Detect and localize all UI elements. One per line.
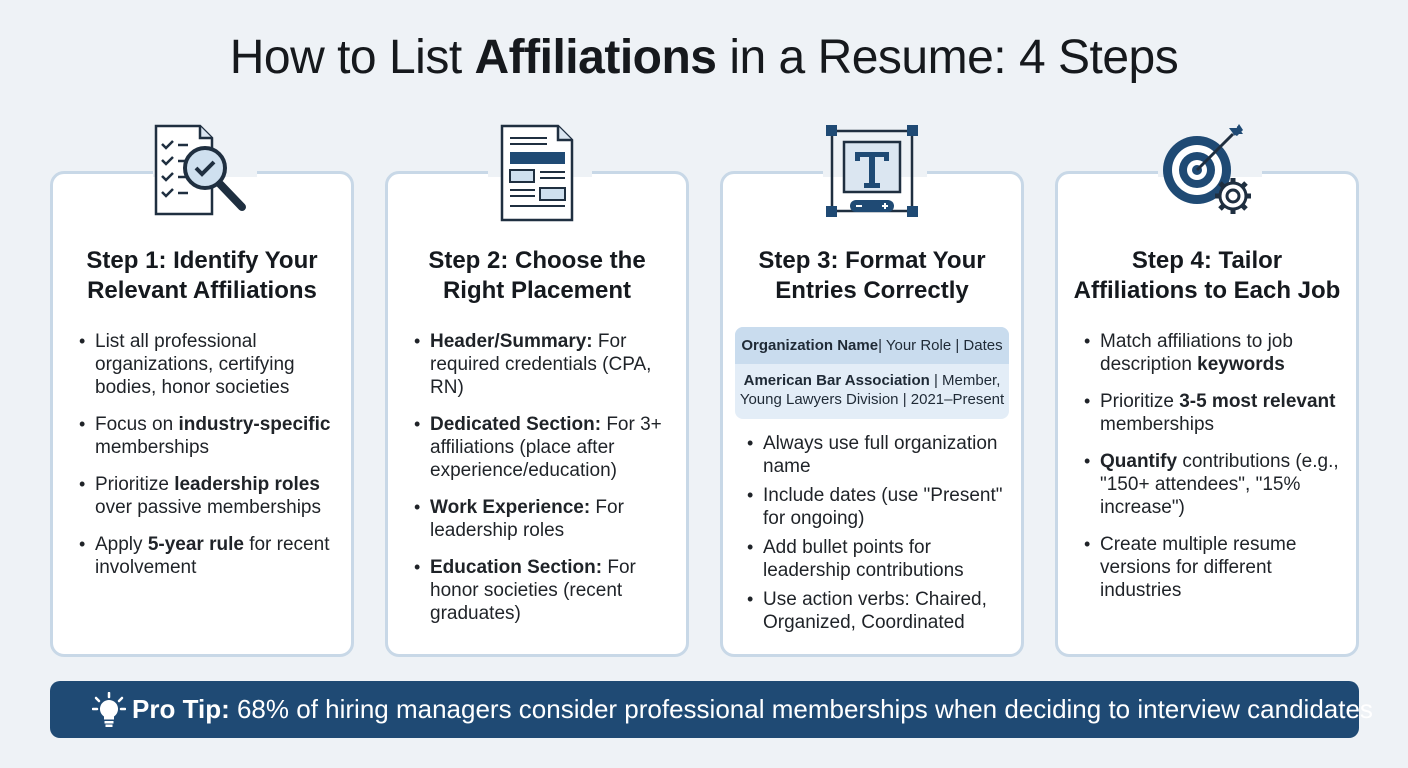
list-item: • Always use full organization name [747,432,1007,478]
step-card-4 [1055,171,1359,657]
step-title: Step 4: Tailor Affiliations to Each Job [1073,247,1341,304]
step-card-1 [50,171,354,657]
step-card-2 [385,171,689,657]
checklist-magnifier-icon [150,122,254,222]
lightbulb-icon [92,692,126,735]
list-item: • Create multiple resume versions for different industries [1084,533,1342,602]
list-item: • Dedicated Section: For 3+ affiliations (place after experience/education) [414,413,672,482]
list-item: • Work Experience: For leadership roles [414,496,672,542]
list-item: • List all professional organizations, certifying bodies, honor societies [79,330,337,399]
format-example-box [735,327,1009,419]
step-title: Step 1: Identify Your Relevant Affiliations [86,247,318,304]
list-item: • Prioritize 3-5 most relevant memberships [1084,390,1342,436]
page-title: How to List Affiliations in a Resume: 4 Steps [229,31,1179,84]
list-item: • Prioritize leadership roles over passive memberships [79,473,337,519]
document-layout-icon [485,122,589,222]
step-card-3 [720,171,1024,657]
list-item: • Education Section: For honor societies (recent graduates) [414,556,672,625]
pro-tip-text: Pro Tip: 68% of hiring managers consider professional memberships when deciding to interview candidates [132,694,1373,724]
format-template: Organization Name | Your Role | Dates [735,327,1009,364]
step-title: Step 2: Choose the Right Placement [428,247,646,304]
list-item: • Focus on industry-specific memberships [79,413,337,459]
step-bullets [747,432,1007,640]
list-item: • Quantify contributions (e.g., "150+ attendees", "15% increase") [1084,450,1342,519]
step-title: Step 3: Format Your Entries Correctly [758,247,986,304]
format-example: American Bar Association | Member, Young Lawyers Division | 2021–Present [739,372,1005,408]
text-format-icon [820,122,924,222]
step-bullets [414,330,672,639]
step-bullets [79,330,337,593]
pro-tip-banner [50,681,1373,738]
list-item: • Apply 5-year rule for recent involvement [79,533,337,579]
list-item: • Include dates (use "Present" for ongoing) [747,484,1007,530]
target-gear-icon [1155,122,1259,222]
list-item: • Header/Summary: For required credentials (CPA, RN) [414,330,672,399]
step-bullets [1084,330,1342,616]
list-item: • Use action verbs: Chaired, Organized, Coordinated [747,588,1007,634]
list-item: • Match affiliations to job description keywords [1084,330,1342,376]
list-item: • Add bullet points for leadership contributions [747,536,1007,582]
